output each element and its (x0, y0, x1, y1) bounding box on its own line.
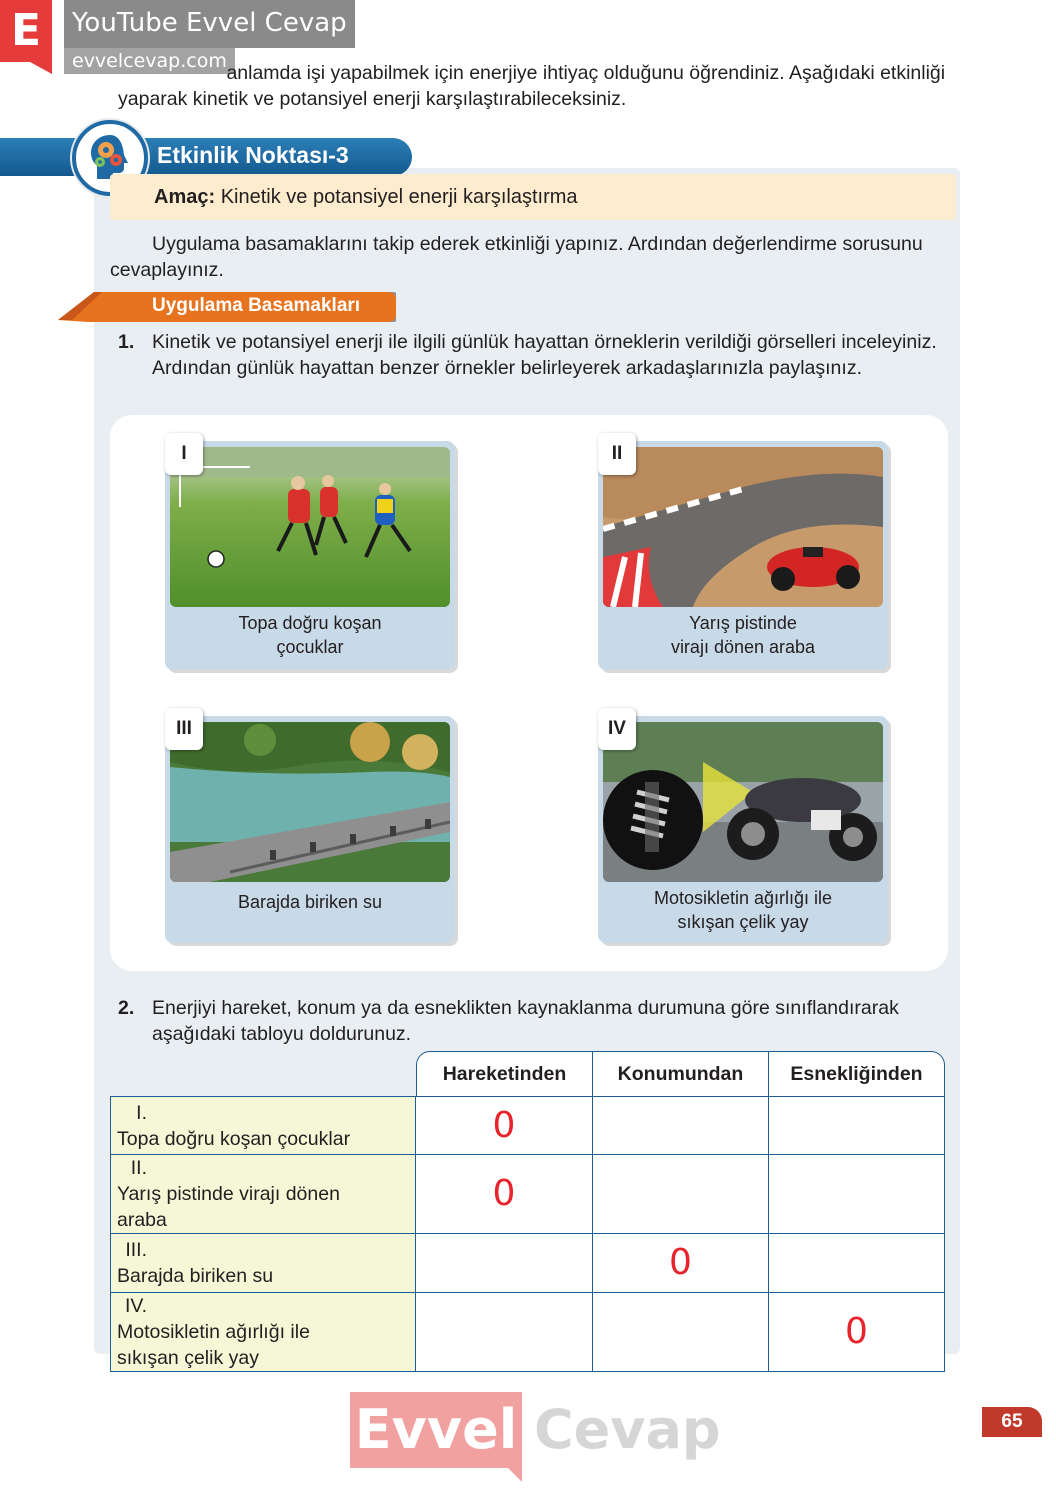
example-tag-2: II (598, 433, 636, 475)
example-caption-2 (598, 611, 888, 659)
table-cell[interactable] (593, 1155, 769, 1234)
table-cell[interactable] (769, 1155, 945, 1234)
example-card-2 (598, 441, 888, 670)
energy-classification-table (110, 1051, 945, 1372)
table-cell[interactable] (769, 1097, 945, 1155)
step2-text: Enerjiyi hareket, konum ya da esneklikten kaynaklanma durumuna göre sınıflandırarak aşağıdaki tabloyu doldurunuz. (152, 997, 899, 1045)
table-row (110, 1155, 945, 1234)
row-text: Motosikletin ağırlığı ile sıkışan çelik yay (117, 1321, 310, 1369)
table-cell[interactable] (416, 1155, 593, 1234)
row-number: I. (136, 1101, 147, 1124)
table-cell[interactable] (593, 1234, 769, 1293)
handwritten-mark: 0 (845, 1311, 868, 1352)
header-hareketinden: Hareketinden (416, 1051, 593, 1097)
row-label (110, 1097, 416, 1155)
row-text: Yarış pistinde virajı dönen araba (117, 1183, 340, 1231)
activity-title: Etkinlik Noktası-3 (157, 142, 349, 168)
aim-text: Kinetik ve potansiyel enerji karşılaştırma (220, 186, 578, 208)
soccer-photo (170, 447, 450, 607)
step1-number: 1. (118, 331, 135, 353)
table-row (110, 1097, 945, 1155)
aim-line (154, 184, 578, 210)
row-text: Barajda biriken su (117, 1265, 274, 1287)
example-card-3 (165, 716, 455, 943)
intro-text: anlamda işi yapabilmek için enerjiye ihtiyaç olduğunu öğrendiniz. Aşağıdaki etkinliği yaparak kinetik ve potansiyel enerji karşılaştırabileceksiniz. (118, 62, 946, 110)
example-caption-3-line1: Barajda biriken su (237, 892, 383, 912)
step2-number: 2. (118, 997, 135, 1019)
row-label (110, 1155, 416, 1234)
row-label (110, 1293, 416, 1372)
table-cell[interactable] (769, 1293, 945, 1372)
footer-logo-evvel: Evvel (354, 1398, 518, 1461)
aim-label: Amaç: (154, 186, 216, 208)
example-card-1 (165, 441, 455, 670)
example-caption-3 (165, 890, 455, 914)
table-corner (110, 1051, 416, 1097)
handwritten-mark: 0 (492, 1173, 516, 1214)
table-cell[interactable] (769, 1234, 945, 1293)
row-label (110, 1234, 416, 1293)
step1-text: Kinetik ve potansiyel enerji ile ilgili günlük hayattan örneklerin verildiği görselleri inceleyiniz. Ardından günlük hayattan benzer örnekler belirleyerek arkadaşlarınızla paylaşınız. (152, 331, 937, 379)
table-row (110, 1293, 945, 1372)
row-number: IV. (124, 1295, 147, 1317)
example-tag-1: I (165, 433, 203, 475)
table-header-row (110, 1051, 945, 1097)
dam-photo (170, 722, 450, 882)
row-number: II. (130, 1157, 147, 1179)
example-tag-3: III (165, 708, 203, 750)
row-number: III. (125, 1239, 147, 1261)
watermark-site: evvelcevap.com (64, 48, 235, 74)
table-cell[interactable] (416, 1097, 593, 1155)
steps-title: Uygulama Basamakları (152, 295, 361, 316)
intro-lead-word (156, 62, 221, 84)
page-number: 65 (982, 1407, 1042, 1437)
handwritten-mark: 0 (669, 1242, 692, 1283)
example-card-4 (598, 716, 888, 943)
table-cell[interactable] (416, 1293, 593, 1372)
example-caption-4 (598, 886, 888, 934)
evvel-logo-badge: E (0, 0, 52, 62)
footer-logo-cevap: Cevap (534, 1398, 721, 1461)
instructions-paragraph: Uygulama basamaklarını takip ederek etkinliği yapınız. Ardından değerlendirme sorusunu cevaplayınız. (110, 233, 923, 281)
example-tag-4: IV (598, 708, 636, 750)
racetrack-photo (603, 447, 883, 607)
example-caption-1-line1: Topa doğru koşan (238, 613, 382, 633)
row-text: Topa doğru koşan çocuklar (117, 1127, 351, 1150)
motorcycle-photo (603, 722, 883, 882)
example-caption-4-line1: Motosikletin ağırlığı ile (653, 888, 833, 908)
example-caption-1-line2: çocuklar (276, 637, 344, 657)
header-esnekliginden: Esnekliğinden (769, 1051, 945, 1097)
header-konumundan: Konumundan (593, 1051, 769, 1097)
handwritten-mark: 0 (492, 1104, 516, 1146)
example-caption-2-line1: Yarış pistinde (689, 613, 797, 633)
table-cell[interactable] (593, 1097, 769, 1155)
table-cell[interactable] (593, 1293, 769, 1372)
watermark-channel: YouTube Evvel Cevap (64, 0, 355, 48)
example-caption-2-line2: virajı dönen araba (670, 637, 816, 657)
table-row (110, 1234, 945, 1293)
intro-paragraph (118, 60, 948, 112)
example-caption-4-line2: sıkışan çelik yay (677, 912, 809, 932)
example-caption-1 (165, 611, 455, 659)
table-cell[interactable] (416, 1234, 593, 1293)
